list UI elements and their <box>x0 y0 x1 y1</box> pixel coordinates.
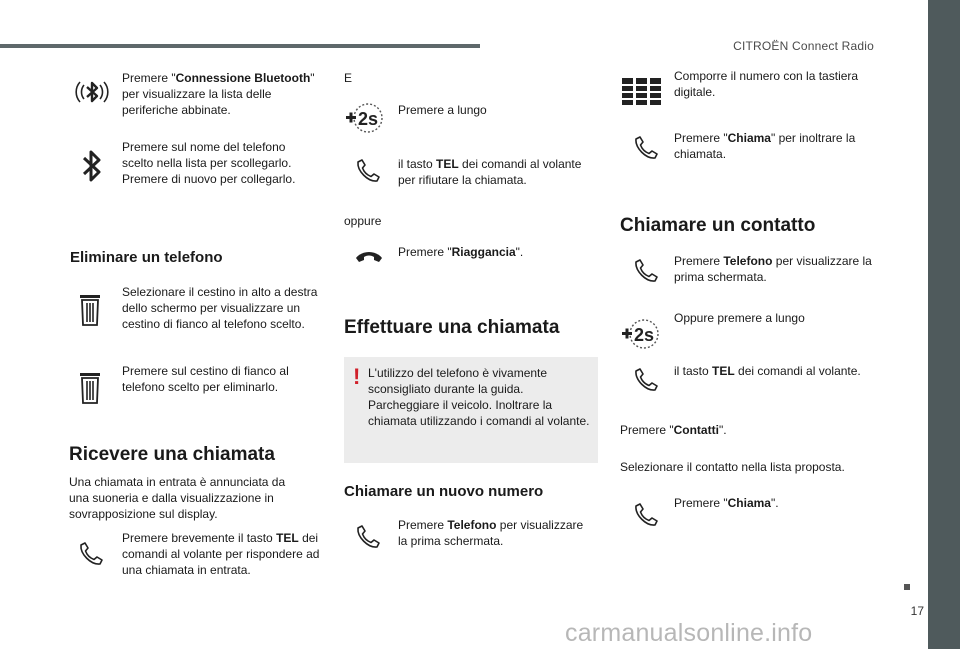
svg-text:2s: 2s <box>358 109 379 129</box>
new-number-heading: Chiamare un nuovo numero <box>344 483 544 500</box>
bluetooth-icon <box>80 148 104 184</box>
long-press-2s-icon <box>620 318 660 350</box>
keypad-text: Comporre il numero con la tastiera digitale. <box>674 69 859 99</box>
bt-connection-text: Premere "Connessione Bluetooth" per visualizzare la lista delle periferiche abbinate. <box>122 71 315 117</box>
select-contact-text: Selezionare il contatto nella lista proposta. <box>620 460 845 474</box>
reject-tel-text: il tasto TEL dei comandi al volante per rifiutare la chiamata. <box>398 157 582 187</box>
bluetooth-search-icon <box>72 72 112 112</box>
watermark-text: carmanualsonline.info <box>565 619 813 647</box>
phone-icon <box>633 135 659 161</box>
new-number-text: Premere Telefono per visualizzare la prima schermata. <box>398 518 584 548</box>
warning-text: L'utilizzo del telefono è vivamente sconsigliato durante la guida. Parcheggiare il veicolo. Inoltrare la chiamata utilizzando i comandi al volante. <box>368 366 590 428</box>
receive-call-intro: Una chiamata in entrata è annunciata da una suoneria e dalla visualizzazione in sovrapposizione sul display. <box>69 475 286 521</box>
hangup-text: Premere "Riaggancia". <box>398 245 524 259</box>
make-call-heading: Effettuare una chiamata <box>344 317 560 338</box>
warning-icon: ! <box>353 364 361 389</box>
page-number: 17 <box>910 604 924 618</box>
delete-phone-heading: Eliminare un telefono <box>70 249 223 266</box>
hang-up-icon <box>354 248 384 266</box>
delete-step2-text: Premere sul cestino di fianco al telefono scelto per eliminarlo. <box>122 364 289 394</box>
and-label: E <box>344 71 353 85</box>
trash-icon <box>79 371 101 405</box>
or-label: oppure <box>344 214 382 228</box>
brand-label: CITROËN Connect Radio <box>733 39 874 53</box>
phone-icon <box>78 541 104 567</box>
delete-step1-text: Selezionare il cestino in alto a destra dello schermo per visualizzare un cestino di fianco al telefono scelto. <box>122 285 318 331</box>
long-press-2s-icon <box>344 102 384 134</box>
bt-phone-name-text: Premere sul nome del telefono scelto nella lista per scollegarlo. Premere di nuovo per collegarlo. <box>122 140 296 186</box>
phone-icon <box>633 258 659 284</box>
keypad-icon <box>622 78 662 106</box>
phone-icon <box>633 502 659 528</box>
phone-icon <box>355 158 381 184</box>
header-rule <box>0 44 480 48</box>
phone-icon <box>355 524 381 550</box>
receive-call-heading: Ricevere una chiamata <box>69 444 275 465</box>
contact-long-press-text: Oppure premere a lungo <box>674 311 805 325</box>
side-tab <box>928 0 960 649</box>
contact-step1-text: Premere Telefono per visualizzare la prima schermata. <box>674 254 872 284</box>
receive-step-text: Premere brevemente il tasto TEL dei comandi al volante per rispondere ad una chiamata in entrata. <box>122 531 320 577</box>
contacts-text: Premere "Contatti". <box>620 423 727 437</box>
svg-text:2s: 2s <box>634 325 655 345</box>
phone-icon <box>633 367 659 393</box>
final-call-text: Premere "Chiama". <box>674 496 779 510</box>
trash-icon <box>79 293 101 327</box>
long-press-text: Premere a lungo <box>398 103 487 117</box>
call-contact-heading: Chiamare un contatto <box>620 215 816 236</box>
call-text: Premere "Chiama" per inoltrare la chiamata. <box>674 131 856 161</box>
contact-tel-text: il tasto TEL dei comandi al volante. <box>674 364 861 378</box>
continuation-marker <box>904 584 910 590</box>
